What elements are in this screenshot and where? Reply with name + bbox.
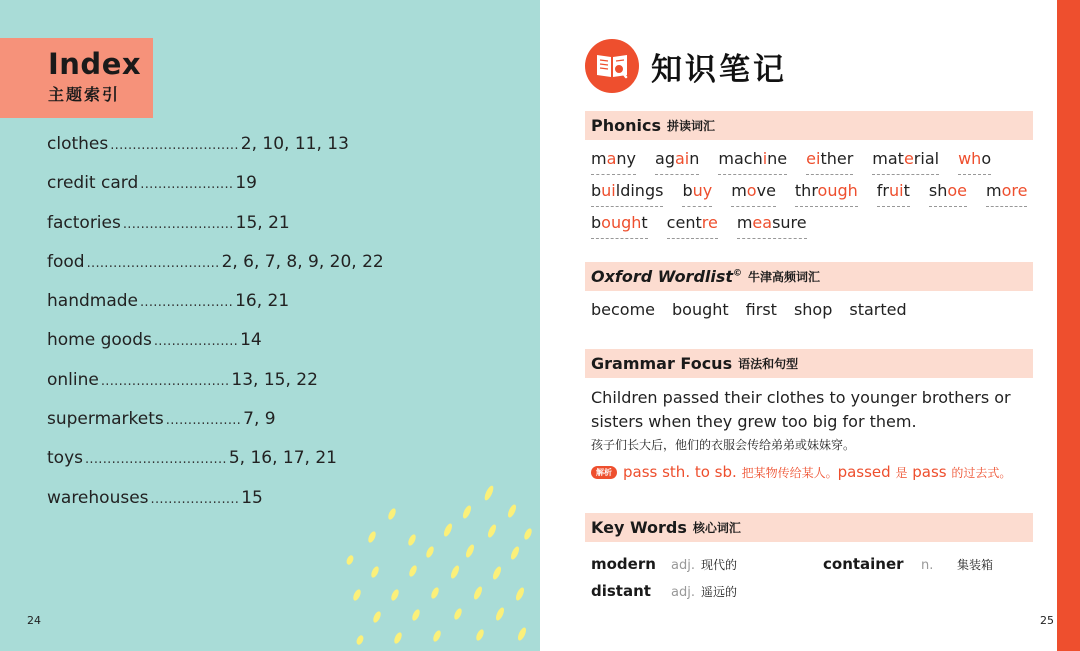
phonics-word: move (731, 181, 776, 200)
index-term: handmade (47, 291, 138, 312)
phonics-word: more (986, 181, 1027, 200)
notes-title: 知识笔记 (651, 51, 787, 88)
index-pages: 16, 21 (235, 291, 290, 312)
section-wordlist (585, 262, 1033, 291)
book-magnifier-icon (585, 39, 639, 93)
phonics-word: who (958, 149, 991, 168)
index-pages: 14 (240, 330, 262, 351)
phonics-word: buildings (591, 181, 663, 200)
index-leader-dots: ................... (153, 334, 239, 350)
index-pages: 7, 9 (243, 409, 276, 430)
index-pages: 15, 21 (235, 212, 290, 233)
index-entry (47, 488, 407, 527)
phonics-word: shoe (929, 181, 967, 200)
keyword-entry (591, 555, 737, 573)
index-leader-dots: ......................... (122, 216, 234, 232)
grammar-note-text: pass sth. to sb. 把某物传给某人。passed 是 pass 的过去式。 (623, 463, 1012, 481)
keyword-word: distant (591, 582, 651, 600)
notes-header (585, 38, 787, 94)
section-grammar (585, 349, 1033, 378)
keyword-entry (591, 582, 737, 600)
index-entry (47, 330, 407, 369)
index-pages: 19 (235, 173, 257, 194)
keyword-entry (823, 555, 993, 573)
grammar-sentence: Children passed their clothes to younger brothers or sisters when they grew too big for them. (591, 388, 1011, 431)
section-subtitle: 牛津高频词汇 (748, 270, 821, 284)
keyword-pos: n. (921, 558, 934, 573)
page-number-left: 24 (27, 614, 41, 627)
index-pages: 5, 16, 17, 21 (228, 448, 337, 469)
index-leader-dots: ..................... (140, 295, 234, 311)
index-term: clothes (47, 134, 109, 154)
keyword-meaning: 遥远的 (701, 585, 738, 599)
analysis-badge: 解析 (591, 466, 617, 479)
index-pages: 2, 6, 7, 8, 9, 20, 22 (221, 251, 384, 272)
index-entry (47, 409, 407, 448)
phonics-row-1 (591, 149, 991, 168)
index-entry (47, 134, 407, 173)
phonics-word: bought (591, 213, 648, 232)
index-leader-dots: ................. (165, 413, 242, 429)
index-leader-dots: .................... (150, 491, 240, 507)
keyword-pos: adj. (671, 585, 695, 600)
index-subtitle: 主题索引 (48, 85, 121, 104)
phonics-word: again (655, 149, 699, 168)
copyright-mark: © (733, 268, 743, 279)
section-title: Oxford Wordlist© (591, 267, 743, 286)
wordlist-word: bought (672, 300, 729, 319)
index-pages: 15 (241, 487, 263, 508)
index-leader-dots: ............................. (100, 373, 230, 389)
index-term: warehouses (47, 487, 149, 508)
keyword-meaning: 现代的 (701, 558, 738, 572)
phonics-word: centre (667, 213, 718, 232)
section-subtitle: 语法和句型 (738, 357, 799, 371)
phonics-word: either (806, 149, 853, 168)
index-leader-dots: ................................ (84, 452, 227, 468)
index-entry (47, 173, 407, 212)
grammar-translation: 孩子们长大后，他们的衣服会传给弟弟或妹妹穿。 (591, 438, 856, 452)
section-keywords (585, 513, 1033, 542)
index-leader-dots: .............................. (86, 255, 220, 271)
section-title: Grammar Focus (591, 354, 733, 373)
wordlist-word: shop (793, 300, 833, 319)
keyword-meaning: 集装箱 (957, 558, 994, 572)
wordlist-word: started (849, 300, 907, 319)
phonics-word: through (795, 181, 858, 200)
wordlist-word: first (745, 300, 777, 319)
index-entry (47, 213, 407, 252)
index-term: factories (47, 212, 121, 233)
index-pages: 13, 15, 22 (231, 369, 318, 390)
index-leader-dots: ............................. (110, 138, 239, 153)
keyword-word: container (823, 555, 904, 573)
section-subtitle: 拼读词汇 (667, 119, 716, 133)
index-leader-dots: ..................... (140, 177, 234, 193)
phonics-row-2 (591, 181, 1027, 200)
index-list (47, 134, 407, 527)
index-term: supermarkets (47, 409, 164, 430)
index-term: online (47, 369, 99, 390)
wordlist-words (591, 300, 907, 319)
phonics-row-3 (591, 213, 807, 232)
section-subtitle: 核心词汇 (692, 521, 741, 535)
index-term: food (47, 251, 85, 272)
phonics-word: buy (682, 181, 712, 200)
section-title: Key Words (591, 518, 687, 537)
index-entry (47, 448, 407, 487)
section-title: Phonics (591, 116, 661, 135)
wordlist-word: become (591, 300, 656, 319)
page-edge-strip (1057, 0, 1080, 651)
phonics-word: many (591, 149, 636, 168)
phonics-word: measure (737, 213, 807, 232)
index-entry (47, 291, 407, 330)
phonics-word: material (872, 149, 939, 168)
right-page (540, 0, 1080, 651)
index-term: home goods (47, 330, 152, 351)
keyword-pos: adj. (671, 558, 695, 573)
index-entry (47, 370, 407, 409)
index-tab (0, 38, 153, 118)
page-number-right: 25 (1040, 614, 1054, 627)
keyword-word: modern (591, 555, 656, 573)
index-pages: 2, 10, 11, 13 (240, 134, 349, 154)
index-title: Index (48, 47, 142, 81)
section-phonics (585, 111, 1033, 140)
index-term: toys (47, 448, 83, 469)
phonics-word: machine (718, 149, 787, 168)
index-entry (47, 252, 407, 291)
index-term: credit card (47, 173, 139, 194)
grammar-note (591, 463, 1011, 481)
phonics-word: fruit (877, 181, 910, 200)
